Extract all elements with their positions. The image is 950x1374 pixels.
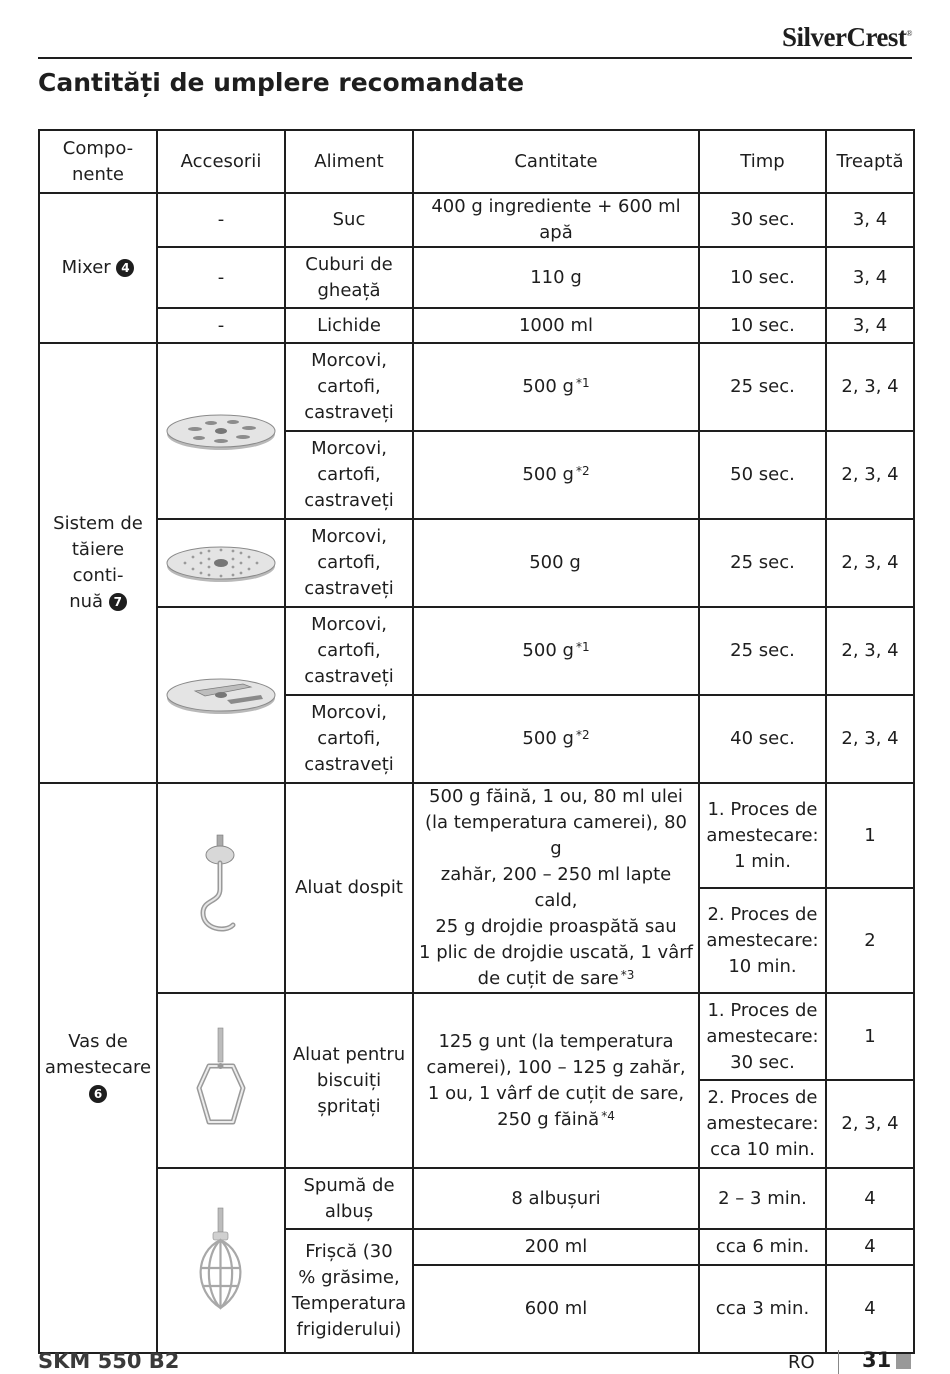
level-cell: 2, 3, 4 [826,431,914,519]
accessory-cell [157,993,285,1168]
level-cell: 2, 3, 4 [826,343,914,431]
food-text: Morcovi, cartofi, castraveți [304,526,394,599]
fill-quantities-table [38,129,915,1354]
accessory-cell [157,607,285,783]
footer-language: RO [788,1352,815,1373]
time-cell: cca 6 min. [699,1229,826,1265]
component-bowl [39,783,157,1353]
part-number-badge: 6 [89,1085,107,1103]
accessory-cell [157,783,285,993]
page-title: Cantități de umplere recomandate [38,68,525,97]
accessory-cell [157,519,285,607]
level-cell: 3, 4 [826,247,914,308]
page-number: 31 [862,1348,892,1372]
brand-logo [782,22,912,53]
quantity-cell [413,519,699,607]
time-cell: 2 – 3 min. [699,1168,826,1229]
quantity-cell [413,993,699,1168]
food-text: Morcovi, cartofi, castraveți [304,438,394,511]
quantity-cell [413,783,699,993]
level-cell: 4 [826,1229,914,1265]
time-cell: 10 sec. [699,247,826,308]
time-text: 2. Proces de amestecare: 10 min. [706,903,819,977]
julienne-disc-icon [165,672,277,718]
quantity-cell: 8 albușuri [413,1168,699,1229]
level-cell: 2, 3, 4 [826,607,914,695]
quantity-cell: 400 g ingrediente + 600 ml apă [413,193,699,247]
footer-divider [838,1350,839,1374]
component-mixer [39,193,157,343]
accessory-cell [157,1168,285,1353]
quantity-cell: 200 ml [413,1229,699,1265]
level-cell: 2, 3, 4 [826,695,914,783]
food-cell [285,343,413,431]
level-cell: 1 [826,783,914,888]
quantity-cell: 110 g [413,247,699,308]
col-header-quantity: Cantitate [413,130,699,193]
footer-square-mark [896,1354,911,1369]
col-header-components [39,130,157,193]
food-text: Morcovi, cartofi, castraveți [304,702,394,775]
footnote-marker: *1 [575,376,590,390]
food-cell [285,607,413,695]
slicing-disc-icon [165,408,277,454]
time-cell: 10 sec. [699,308,826,343]
food-text: Spumă de albuș [303,1174,395,1222]
time-cell [699,993,826,1080]
food-cell: Lichide [285,308,413,343]
table-row [39,343,914,431]
time-text: 2. Proces de amestecare: cca 10 min. [706,1087,819,1160]
table-row [39,193,914,247]
food-cell [285,1229,413,1353]
time-cell: 30 sec. [699,193,826,247]
footnote-marker: *2 [575,728,590,742]
time-cell: 25 sec. [699,519,826,607]
quantity-cell [413,695,699,783]
table-header-row [39,130,914,193]
time-text: 1. Proces de amestecare: 1 min. [706,798,819,872]
footnote-marker: *1 [575,640,590,654]
time-cell: 50 sec. [699,431,826,519]
header-rule [38,57,912,59]
dough-hook-icon [191,833,251,943]
part-number-badge: 7 [109,593,127,611]
food-cell [285,695,413,783]
brand-registered-mark: ® [906,29,912,38]
part-number-badge: 4 [116,259,134,277]
flat-beater-icon [191,1026,251,1136]
component-label: Vas de amestecare [44,1031,152,1078]
food-text: Morcovi, cartofi, castraveți [304,614,394,687]
time-cell: 25 sec. [699,343,826,431]
quantity-text: 500 g făină, 1 ou, 80 ml ulei (la temperatura camerei), 80 g zahăr, 200 – 250 ml lapte cald, 25 g drojdie proaspătă sau 1 plic de drojdie uscată, 1 vârf de cuțit de sare [419,786,693,989]
table-row [39,607,914,695]
accessory-cell: - [157,193,285,247]
table-row [39,247,914,308]
food-cell [285,247,413,308]
quantity-text: 500 g [522,640,574,661]
quantity-cell [413,343,699,431]
footnote-marker: *4 [601,1108,615,1123]
table-row [39,783,914,888]
level-cell: 2 [826,888,914,993]
level-cell: 3, 4 [826,193,914,247]
col-header-accessories: Accesorii [157,130,285,193]
level-cell: 3, 4 [826,308,914,343]
quantity-text: 500 g [522,376,574,397]
quantity-cell: 1000 ml [413,308,699,343]
food-text: Aluat pentru biscuiți șpritați [292,1043,406,1117]
whisk-icon [191,1206,251,1316]
level-cell: 4 [826,1168,914,1229]
quantity-text: 125 g unt (la temperatura camerei), 100 – 125 g zahăr, 1 ou, 1 vârf de cuțit de sare, 250 g făină [426,1030,686,1130]
food-cell [285,1168,413,1229]
footnote-marker: *2 [575,464,590,478]
col-header-time: Timp [699,130,826,193]
table-row [39,1168,914,1229]
header-text: Compo- nente [62,137,134,185]
accessory-cell: - [157,308,285,343]
food-cell [285,431,413,519]
accessory-cell [157,343,285,519]
time-cell [699,888,826,993]
time-cell: cca 3 min. [699,1265,826,1353]
food-cell: Aluat dospit [285,783,413,993]
col-header-food: Aliment [285,130,413,193]
component-label: Sistem de tăiere conti- nuă [53,513,143,612]
accessory-cell: - [157,247,285,308]
level-cell: 4 [826,1265,914,1353]
table-row [39,308,914,343]
food-cell [285,519,413,607]
level-cell: 1 [826,993,914,1080]
food-text: Cuburi de gheață [305,253,393,301]
component-slicer [39,343,157,783]
quantity-text: 500 g [522,728,574,749]
quantity-text: 500 g [529,552,581,573]
food-cell: Suc [285,193,413,247]
level-cell: 2, 3, 4 [826,1080,914,1168]
food-text: Frișcă (30 % grăsime, Temperatura frigiderului) [291,1241,407,1340]
food-cell [285,993,413,1168]
table-row [39,519,914,607]
col-header-level: Treaptă [826,130,914,193]
time-cell: 40 sec. [699,695,826,783]
quantity-text: 500 g [522,464,574,485]
brand-name: SilverCrest [781,22,907,52]
quantity-cell [413,431,699,519]
component-label: Mixer [61,257,111,278]
time-cell [699,1080,826,1168]
footer-model-number: SKM 550 B2 [38,1349,180,1373]
table-row [39,993,914,1080]
footnote-marker: *3 [620,968,635,982]
level-cell: 2, 3, 4 [826,519,914,607]
food-text: Morcovi, cartofi, castraveți [304,350,394,423]
quantity-cell [413,607,699,695]
time-text: 1. Proces de amestecare: 30 sec. [706,999,819,1073]
quantity-cell: 600 ml [413,1265,699,1353]
grating-disc-icon [165,540,277,586]
time-cell: 25 sec. [699,607,826,695]
time-cell [699,783,826,888]
